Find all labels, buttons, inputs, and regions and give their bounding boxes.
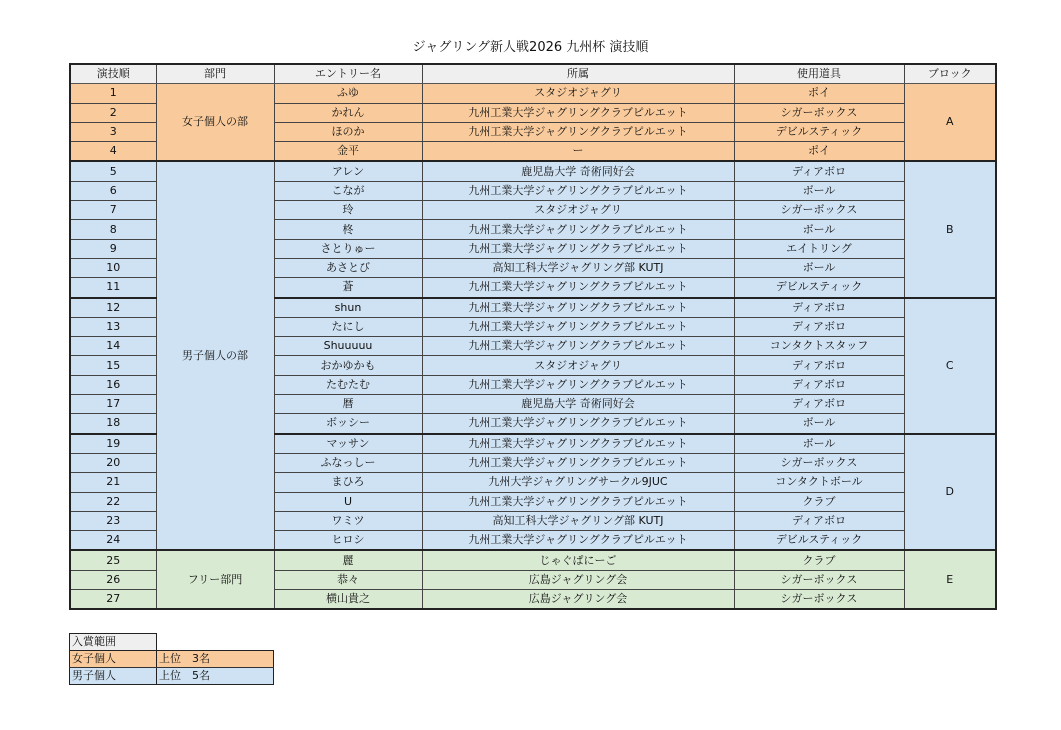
header-block[interactable]: ブロック (904, 64, 996, 84)
cell-prop[interactable]: ディアボロ (734, 317, 904, 336)
cell-prop[interactable]: コンタクトスタッフ (734, 337, 904, 356)
prize-header-empty (157, 634, 274, 651)
prize-range-table (69, 633, 274, 685)
cell-entry[interactable]: U (274, 492, 422, 511)
cell-block-c[interactable]: C (904, 298, 996, 434)
cell-affiliation[interactable]: 高知工科大学ジャグリング部 KUTJ (422, 511, 734, 530)
cell-block-a[interactable]: A (904, 84, 996, 162)
prize-header[interactable]: 入賞範囲 (70, 634, 157, 651)
cell-prop[interactable]: クラブ (734, 492, 904, 511)
cell-prop[interactable]: ディアボロ (734, 375, 904, 394)
cell-order[interactable]: 10 (70, 258, 156, 277)
cell-prop[interactable]: エイトリング (734, 239, 904, 258)
cell-order[interactable]: 25 (70, 550, 156, 570)
cell-entry[interactable]: アレン (274, 161, 422, 181)
cell-entry[interactable]: たにし (274, 317, 422, 336)
cell-entry[interactable]: Shuuuuu (274, 337, 422, 356)
cell-prop[interactable]: シガーボックス (734, 201, 904, 220)
cell-order[interactable]: 24 (70, 531, 156, 551)
cell-prop[interactable]: ディアボロ (734, 161, 904, 181)
cell-entry[interactable]: 恭々 (274, 570, 422, 589)
cell-order[interactable]: 4 (70, 142, 156, 162)
cell-entry[interactable]: ふゆ (274, 84, 422, 103)
cell-affiliation[interactable]: 九州工業大学ジャグリングクラブピルエット (422, 122, 734, 141)
cell-block-d[interactable]: D (904, 434, 996, 551)
cell-prop[interactable]: シガーボックス (734, 590, 904, 610)
cell-prop[interactable]: ディアボロ (734, 511, 904, 530)
page-title: ジャグリング新人戦2026 九州杯 演技順 (412, 40, 649, 55)
cell-entry[interactable]: 蒼 (274, 278, 422, 298)
cell-order[interactable]: 22 (70, 492, 156, 511)
cell-prop[interactable]: ボール (734, 434, 904, 454)
cell-affiliation[interactable]: 九州工業大学ジャグリングクラブピルエット (422, 375, 734, 394)
cell-order[interactable]: 14 (70, 337, 156, 356)
cell-prop[interactable]: コンタクトボール (734, 473, 904, 492)
cell-entry[interactable]: さとりゅー (274, 239, 422, 258)
cell-prop[interactable]: ディアボロ (734, 395, 904, 414)
cell-prop[interactable]: ディアボロ (734, 298, 904, 318)
cell-order[interactable]: 1 (70, 84, 156, 103)
cell-prop[interactable]: ボール (734, 181, 904, 200)
cell-order[interactable]: 5 (70, 161, 156, 181)
cell-entry[interactable]: 柊 (274, 220, 422, 239)
cell-affiliation[interactable]: スタジオジャグリ (422, 84, 734, 103)
cell-entry[interactable]: ワミツ (274, 511, 422, 530)
cell-block-b[interactable]: B (904, 161, 996, 297)
cell-order[interactable]: 27 (70, 590, 156, 610)
header-order[interactable]: 演技順 (70, 64, 156, 84)
cell-affiliation[interactable]: 高知工科大学ジャグリング部 KUTJ (422, 258, 734, 277)
cell-affiliation[interactable]: 広島ジャグリング会 (422, 570, 734, 589)
cell-block-e[interactable]: E (904, 550, 996, 609)
cell-order[interactable]: 12 (70, 298, 156, 318)
cell-prop[interactable]: デビルスティック (734, 531, 904, 551)
cell-order[interactable]: 13 (70, 317, 156, 336)
cell-order[interactable]: 23 (70, 511, 156, 530)
cell-entry[interactable]: shun (274, 298, 422, 318)
cell-entry[interactable]: 横山貴之 (274, 590, 422, 610)
cell-division-women[interactable]: 女子個人の部 (156, 84, 274, 162)
cell-affiliation[interactable]: 広島ジャグリング会 (422, 590, 734, 610)
cell-entry[interactable]: まひろ (274, 473, 422, 492)
cell-affiliation[interactable]: 九州工業大学ジャグリングクラブピルエット (422, 453, 734, 472)
cell-affiliation[interactable]: 九州工業大学ジャグリングクラブピルエット (422, 181, 734, 200)
cell-order[interactable]: 11 (70, 278, 156, 298)
cell-entry[interactable]: 玲 (274, 201, 422, 220)
cell-prop[interactable]: シガーボックス (734, 103, 904, 122)
cell-order[interactable]: 8 (70, 220, 156, 239)
cell-order[interactable]: 15 (70, 356, 156, 375)
header-entry[interactable]: エントリー名 (274, 64, 422, 84)
prize-header-row (70, 634, 274, 651)
cell-prop[interactable]: ディアボロ (734, 356, 904, 375)
cell-order[interactable]: 6 (70, 181, 156, 200)
prize-value[interactable]: 上位 3名 (157, 651, 274, 668)
table-row (70, 84, 996, 103)
cell-order[interactable]: 16 (70, 375, 156, 394)
cell-division-men[interactable]: 男子個人の部 (156, 161, 274, 550)
cell-affiliation[interactable]: 九州工業大学ジャグリングクラブピルエット (422, 239, 734, 258)
cell-order[interactable]: 2 (70, 103, 156, 122)
cell-affiliation[interactable]: スタジオジャグリ (422, 201, 734, 220)
cell-entry[interactable]: たむたむ (274, 375, 422, 394)
cell-order[interactable]: 3 (70, 122, 156, 141)
cell-affiliation[interactable]: ー (422, 142, 734, 162)
cell-prop[interactable]: ポイ (734, 142, 904, 162)
cell-prop[interactable]: デビルスティック (734, 122, 904, 141)
cell-prop[interactable]: デビルスティック (734, 278, 904, 298)
cell-affiliation[interactable]: 九州工業大学ジャグリングクラブピルエット (422, 278, 734, 298)
prize-row-men (70, 668, 274, 685)
cell-prop[interactable]: クラブ (734, 550, 904, 570)
cell-prop[interactable]: ボール (734, 414, 904, 434)
cell-entry[interactable]: ボッシー (274, 414, 422, 434)
header-division[interactable]: 部門 (156, 64, 274, 84)
cell-affiliation[interactable]: 九州大学ジャグリングサークル9JUC (422, 473, 734, 492)
cell-order[interactable]: 26 (70, 570, 156, 589)
cell-affiliation[interactable]: 鹿児島大学 奇術同好会 (422, 161, 734, 181)
cell-entry[interactable]: 暦 (274, 395, 422, 414)
table-row (70, 550, 996, 570)
cell-entry[interactable]: かれん (274, 103, 422, 122)
header-affiliation[interactable]: 所属 (422, 64, 734, 84)
cell-entry[interactable]: 金平 (274, 142, 422, 162)
cell-affiliation[interactable]: 九州工業大学ジャグリングクラブピルエット (422, 103, 734, 122)
table-header-row (70, 64, 996, 84)
cell-affiliation[interactable]: じゃぐぱにーご (422, 550, 734, 570)
cell-affiliation[interactable]: 鹿児島大学 奇術同好会 (422, 395, 734, 414)
cell-entry[interactable]: こなが (274, 181, 422, 200)
prize-row-women (70, 651, 274, 668)
header-prop[interactable]: 使用道具 (734, 64, 904, 84)
cell-order[interactable]: 9 (70, 239, 156, 258)
cell-entry[interactable]: マッサン (274, 434, 422, 454)
cell-order[interactable]: 18 (70, 414, 156, 434)
cell-entry[interactable]: あさとび (274, 258, 422, 277)
cell-entry[interactable]: おかゆかも (274, 356, 422, 375)
table-row (70, 161, 996, 181)
cell-affiliation[interactable]: 九州工業大学ジャグリングクラブピルエット (422, 298, 734, 318)
cell-affiliation[interactable]: スタジオジャグリ (422, 356, 734, 375)
performance-order-table (69, 63, 997, 610)
cell-order[interactable]: 17 (70, 395, 156, 414)
cell-affiliation[interactable]: 九州工業大学ジャグリングクラブピルエット (422, 220, 734, 239)
cell-order[interactable]: 19 (70, 434, 156, 454)
cell-prop[interactable]: ボール (734, 258, 904, 277)
cell-entry[interactable]: ふなっしー (274, 453, 422, 472)
cell-prop[interactable]: ポイ (734, 84, 904, 103)
cell-affiliation[interactable]: 九州工業大学ジャグリングクラブピルエット (422, 414, 734, 434)
cell-affiliation[interactable]: 九州工業大学ジャグリングクラブピルエット (422, 317, 734, 336)
cell-affiliation[interactable]: 九州工業大学ジャグリングクラブピルエット (422, 434, 734, 454)
cell-affiliation[interactable]: 九州工業大学ジャグリングクラブピルエット (422, 531, 734, 551)
prize-label[interactable]: 女子個人 (70, 651, 157, 668)
cell-entry[interactable]: ヒロシ (274, 531, 422, 551)
prize-value[interactable]: 上位 5名 (157, 668, 274, 685)
cell-affiliation[interactable]: 九州工業大学ジャグリングクラブピルエット (422, 492, 734, 511)
cell-affiliation[interactable]: 九州工業大学ジャグリングクラブピルエット (422, 337, 734, 356)
cell-division-free[interactable]: フリー部門 (156, 550, 274, 609)
cell-order[interactable]: 21 (70, 473, 156, 492)
cell-entry[interactable]: 麗 (274, 550, 422, 570)
cell-order[interactable]: 20 (70, 453, 156, 472)
cell-entry[interactable]: ほのか (274, 122, 422, 141)
cell-order[interactable]: 7 (70, 201, 156, 220)
cell-prop[interactable]: シガーボックス (734, 570, 904, 589)
cell-prop[interactable]: シガーボックス (734, 453, 904, 472)
cell-prop[interactable]: ボール (734, 220, 904, 239)
prize-label[interactable]: 男子個人 (70, 668, 157, 685)
